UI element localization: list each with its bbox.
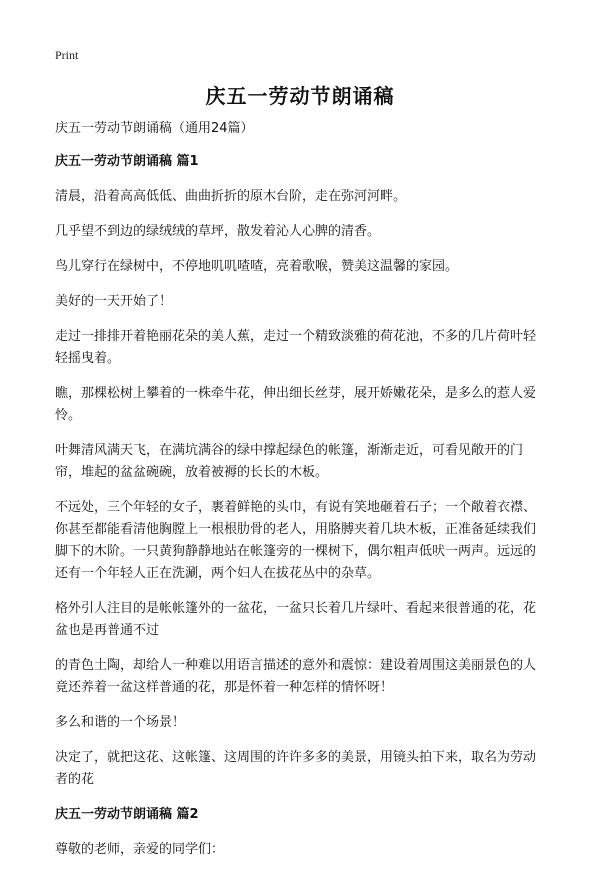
- section-heading-1: 庆五一劳动节朗诵稿 篇1: [55, 154, 199, 169]
- paragraph: 的青色土陶，却给人一种难以用语言描述的意外和震惊：建设着周围这美丽景色的人竟还养着一盆这样普通的花，那是怀着一种怎样的情怀呀！: [55, 658, 537, 695]
- paragraph: 尊敬的老师，亲爱的同学们：: [55, 842, 225, 857]
- article-body: [55, 118, 545, 874]
- paragraph: 清晨，沿着高高低低、曲曲折折的原木台阶，走在弥河河畔。: [55, 189, 407, 204]
- paragraph: 格外引人注目的是帐帐篷外的一盆花，一盆只长着几片绿叶、看起来很普通的花，花盆也是再普通不过: [55, 601, 537, 638]
- paragraph: 决定了，就把这花、这帐篷、这周围的许许多多的美景，用镜头拍下来，取名为劳动者的花: [55, 750, 537, 787]
- paragraph: 鸟儿穿行在绿树中，不停地叽叽喳喳，亮着歌喉，赞美这温馨的家园。: [55, 259, 459, 274]
- paragraph: 不远处，三个年轻的女子，裹着鲜艳的头巾，有说有笑地砸着石子；一个敞着衣襟、你甚至都能看清他胸膛上一根根肋骨的老人，用胳膊夹着几块木板，正准备延续我们脚下的木阶。一只黄狗静静地站在帐篷旁的一棵树下，偶尔粗声低吠一两声。远远的还有一个年轻人正在洗涮，两个妇人在拔花丛中的杂草。: [55, 500, 537, 581]
- paragraph: 美好的一天开始了！: [55, 294, 173, 309]
- paragraph: 多么和谐的一个场景！: [55, 715, 186, 730]
- paragraph: 几乎望不到边的绿绒绒的草坪，散发着沁人心脾的清香。: [55, 224, 381, 239]
- page-title: 庆五一劳动节朗诵稿: [205, 84, 395, 108]
- paragraph: 叶舞清风满天飞，在满坑满谷的绿中撑起绿色的帐篷，渐渐走近，可看见敞开的门帘，堆起的盆盆碗碗，放着被褥的长长的木板。: [55, 443, 524, 480]
- print-link[interactable]: Print: [55, 48, 79, 62]
- section-heading-2: 庆五一劳动节朗诵稿 篇2: [55, 807, 199, 822]
- paragraph: 瞧，那棵松树上攀着的一株牵牛花，伸出细长丝芽，展开娇嫩花朵，是多么的惹人爱怜。: [55, 386, 537, 423]
- paragraph: 走过一排排开着艳丽花朵的美人蕉，走过一个精致淡雅的荷花池，不多的几片荷叶轻轻摇曳着。: [55, 329, 537, 366]
- article-subtitle: 庆五一劳动节朗诵稿（通用24篇）: [55, 121, 254, 136]
